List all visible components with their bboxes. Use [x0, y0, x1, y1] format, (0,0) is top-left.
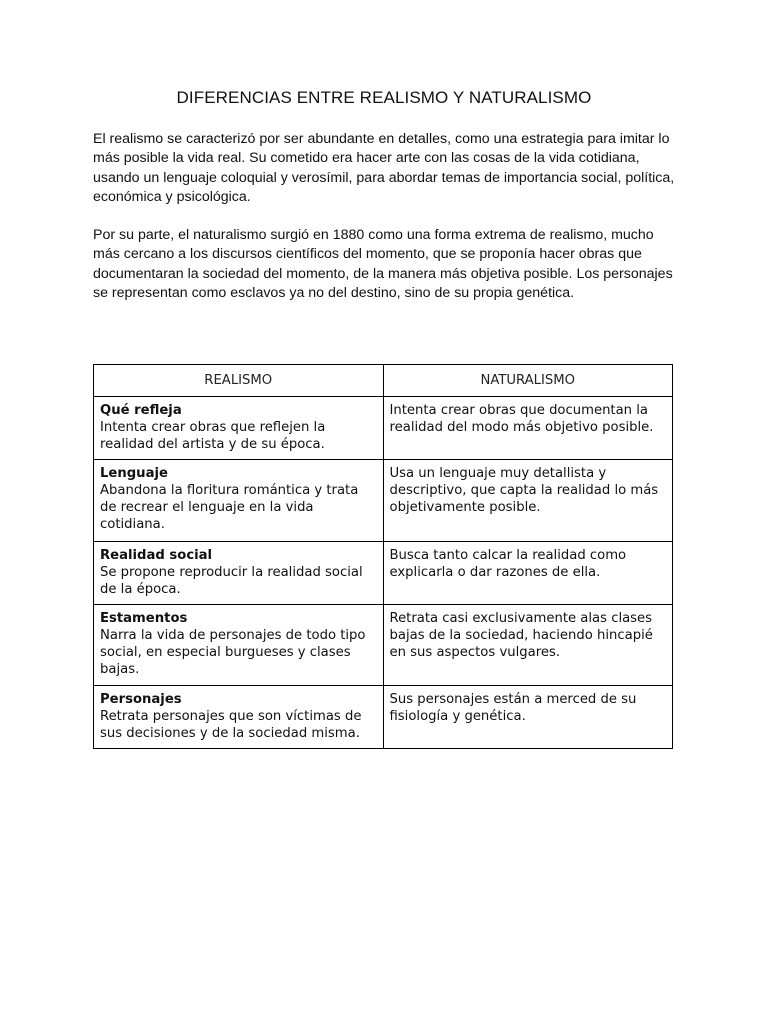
realismo-cell	[94, 542, 384, 605]
column-header-naturalismo: NATURALISMO	[383, 365, 673, 397]
table-row	[94, 542, 673, 605]
table-row	[94, 686, 673, 749]
realismo-cell	[94, 686, 384, 749]
row-title: Estamentos	[100, 611, 188, 626]
realismo-cell	[94, 397, 384, 460]
realismo-text: Narra la vida de personajes de todo tipo social, en especial burgueses y clases bajas.	[100, 628, 366, 677]
row-title: Realidad social	[100, 548, 213, 563]
realismo-cell	[94, 605, 384, 686]
table-header-row	[94, 365, 673, 397]
table-row	[94, 460, 673, 542]
table-row	[94, 397, 673, 460]
page-title: DIFERENCIAS ENTRE REALISMO Y NATURALISMO	[176, 88, 592, 107]
row-title: Qué refleja	[100, 403, 182, 418]
naturalismo-cell: Busca tanto calcar la realidad como explicarla o dar razones de ella.	[383, 542, 673, 605]
column-header-realismo: REALISMO	[94, 365, 384, 397]
naturalismo-cell: Intenta crear obras que documentan la realidad del modo más objetivo posible.	[383, 397, 673, 460]
intro-paragraph-naturalismo: Por su parte, el naturalismo surgió en 1880 como una forma extrema de realismo, mucho más cercano a los discursos científicos del momento, que se proponía hacer obras que documentaran la sociedad del momento, de la manera más objetiva posible. Los personajes se representan como esclavos ya no del destino, sino de su propia genética.	[93, 227, 673, 302]
naturalismo-cell: Retrata casi exclusivamente alas clases bajas de la sociedad, haciendo hincapié en sus aspectos vulgares.	[383, 605, 673, 686]
naturalismo-cell: Usa un lenguaje muy detallista y descriptivo, que capta la realidad lo más objetivamente posible.	[383, 460, 673, 542]
intro-paragraph-realismo: El realismo se caracterizó por ser abundante en detalles, como una estrategia para imitar lo más posible la vida real. Su cometido era hacer arte con las cosas de la vida cotidiana, usando un lenguaje coloquial y verosímil, para abordar temas de importancia social, política, económica y psicológica.	[93, 131, 675, 206]
realismo-text: Retrata personajes que son víctimas de sus decisiones y de la sociedad misma.	[100, 709, 362, 741]
naturalismo-cell: Sus personajes están a merced de su fisiología y genética.	[383, 686, 673, 749]
table-row	[94, 605, 673, 686]
row-title: Lenguaje	[100, 466, 168, 481]
realismo-text: Se propone reproducir la realidad social de la época.	[100, 565, 363, 597]
realismo-cell	[94, 460, 384, 542]
comparison-table	[93, 364, 673, 749]
realismo-text: Abandona la floritura romántica y trata de recrear el lenguaje en la vida cotidiana.	[100, 483, 359, 532]
realismo-text: Intenta crear obras que reflejen la realidad del artista y de su época.	[100, 420, 326, 452]
row-title: Personajes	[100, 692, 182, 707]
